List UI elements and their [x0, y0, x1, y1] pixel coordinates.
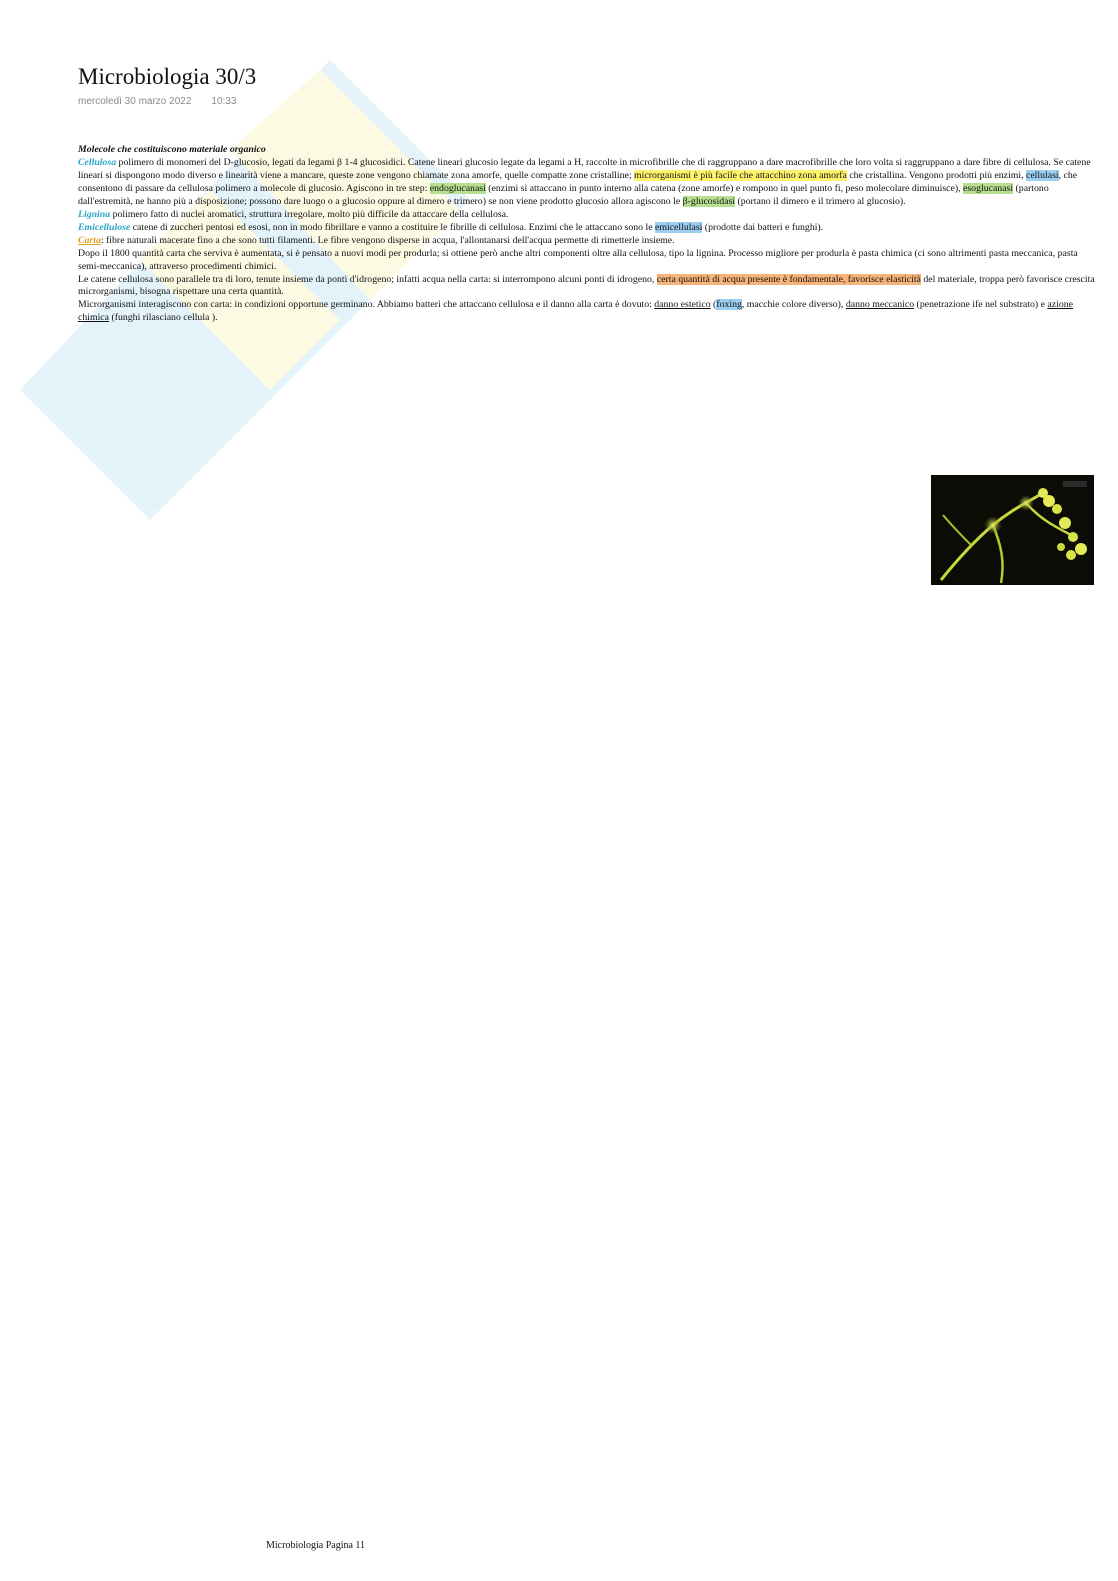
text-term: Cellulosa: [78, 156, 117, 168]
text-term: Emicellulose: [78, 221, 131, 233]
text-run: Microrganismi interagiscono con carta: in condizioni opportune germinano. Abbiamo batteri che attaccano cellulosa e il danno alla carta è dovuto:: [78, 299, 655, 311]
text-ul: danno estetico: [654, 299, 711, 311]
text-run: (penetrazione ife nel substrato) e: [914, 299, 1048, 311]
text-run: , che consentono di passare da cellulosa polimero a molecole di glucosio. Agiscono in tre step:: [78, 169, 1078, 194]
text-run: (enzimi si attaccano in punto interno alla catena (zone amorfe) e rompono in quel punto fi, peso molecolare diminuisce),: [485, 182, 964, 194]
paragraph-cellulosa: [78, 157, 1100, 209]
page-date: [78, 96, 236, 107]
text-run: Le catene cellulosa sono parallele tra di loro, tenute insieme da ponti d'idrogeno; infatti acqua nella carta: si interrompono alcuni ponti di idrogeno,: [78, 273, 657, 285]
paragraph-carta-4: [78, 299, 1100, 325]
text-hl-green: endoglucanasi: [429, 182, 486, 194]
text-hl-blue: emicellulasi: [655, 221, 703, 233]
note-body: [78, 144, 1100, 325]
paragraph-carta-2: [78, 248, 1100, 274]
text-ul: azione chimica: [78, 299, 1073, 324]
text-run: che cristallina. Vengono prodotti più enzimi,: [846, 169, 1026, 181]
paragraph-carta: [78, 235, 1100, 248]
text-term: Lignina: [78, 208, 111, 220]
text-run: catene di zuccheri pentosi ed esosi, non in modo fibrillare e vanno a costituire le fibrille di cellulosa. Enzimi che le attaccano sono le: [130, 221, 656, 233]
text-run: polimero di monomeri del D-glucosio, legati da legami β 1-4 glucosidici. Catene lineari glucosio legate da legami a H, raccolte in microfibrille che di raggruppano a dare macrofibrille che loro volta si raggruppano a dare fibre di cellulosa. Se catene lineari si dispongono modo diverso e linearità viene a mancare, queste zone vengono chiamate zona amorfe, quelle compatte zone cristalline;: [78, 156, 1091, 181]
text-run: (portano il dimero e il trimero al glucosio).: [735, 195, 906, 207]
date-text: mercoledì 30 marzo 2022: [78, 96, 192, 107]
text-hl-blue: cellulasi: [1025, 169, 1059, 181]
time-text: 10:33: [211, 96, 237, 107]
page-title: Microbiologia 30/3: [78, 64, 257, 89]
text-run: polimero fatto di nuclei aromatici, struttura irregolare, molto più difficile da attaccare della cellulosa.: [110, 208, 509, 220]
text-ul: danno meccanico: [845, 299, 915, 311]
text-run: (funghi rilasciano cellula ).: [109, 312, 218, 324]
text-run: del materiale, troppa però favorisce crescita microrganismi, bisogna rispettare una certa quantità.: [78, 273, 1095, 298]
text-hl-blue: foxing: [716, 299, 742, 311]
text-run: Dopo il 1800 quantità carta che serviva è aumentata, si è pensato a nuovi modi per produrla; si ottiene però anche altri componenti oltre alla cellulosa, tipo la lignina. Processo migliore per produrla è pasta chimica (ci sono altrimenti pasta meccanica, pasta semi-meccanica), attraverso procedimenti chimici.: [78, 247, 1078, 272]
text-section-title: Molecole che costituiscono materiale organico: [78, 144, 266, 155]
text-hl-orange: certa quantità di acqua presente è fondamentale, favorisce elasticità: [656, 273, 921, 285]
text-run: , macchie colore diverso),: [741, 299, 846, 311]
paragraph-carta-3: [78, 274, 1100, 300]
paragraph-emicellulose: [78, 222, 1100, 235]
fluorescence-micrograph-image: [931, 475, 1094, 585]
text-run: : fibre naturali macerate fino a che sono tutti filamenti. Le fibre vengono disperse in acqua, l'allontanarsi dell'acqua permette di rimetterle insieme.: [100, 234, 675, 246]
text-run: (partono dall'estremità, ne hanno più a disposizione; possono dare luogo o a glucosio oppure al dimero e trimero) se non viene prodotto glucosio allora agiscono le: [78, 182, 1049, 207]
page-footer: Microbiologia Pagina 11: [266, 1540, 366, 1551]
text-hl-green: esoglucanasi: [963, 182, 1014, 194]
text-run: (prodotte dai batteri e funghi).: [702, 221, 824, 233]
text-run: (: [710, 299, 717, 311]
text-hl-green: β-glucosidasi: [682, 195, 736, 207]
text-hl-yellow: microrganismi è più facile che attacchino zona amorfa: [634, 169, 847, 181]
paragraph-lignina: [78, 209, 1100, 222]
paragraph-intro: [78, 144, 1100, 157]
text-term-orange: Carta: [78, 234, 101, 246]
